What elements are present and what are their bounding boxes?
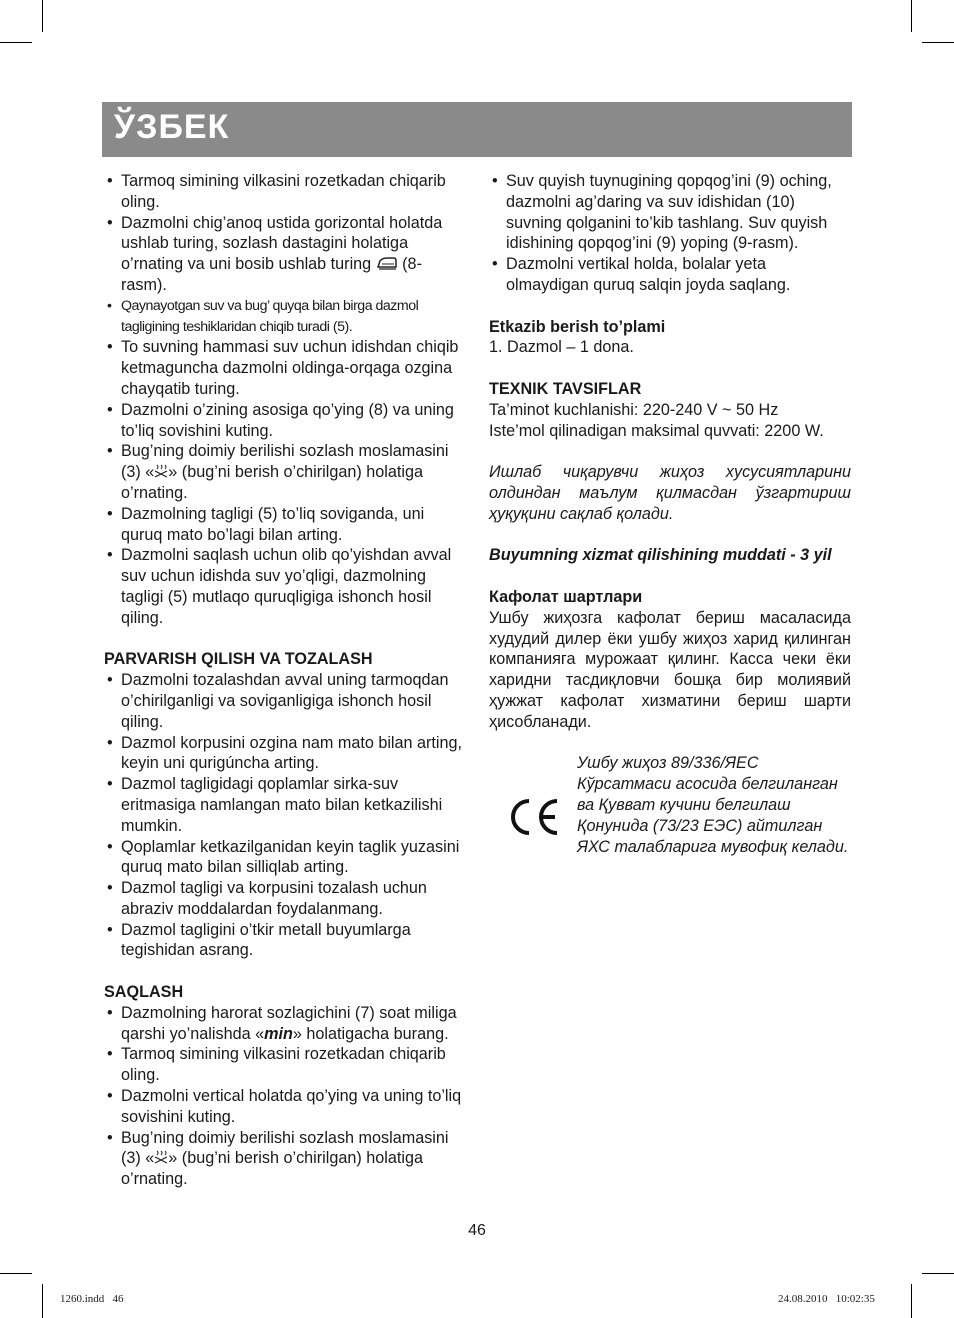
language-header-bar bbox=[102, 102, 852, 157]
crop-mark bbox=[911, 0, 912, 32]
list-item bbox=[104, 1128, 464, 1190]
crop-mark bbox=[0, 42, 32, 43]
section-heading-warranty: Кафолат шартлари bbox=[489, 587, 643, 606]
list-item: • Dazmol korpusini ozgina nam mato bilan arting, keyin uni qurigúncha arting. bbox=[104, 733, 464, 775]
list-item: • Dazmol tagligidagi qoplamlar sirka-suv eritmasiga namlangan mato bilan ketkazilishi mumkin. bbox=[104, 774, 464, 836]
list-item-text: » (bug’ni berish o’chirilgan) holatiga o’rnating. bbox=[121, 1149, 423, 1189]
page-number: 46 bbox=[468, 1222, 486, 1239]
ce-mark-icon bbox=[507, 797, 563, 837]
storage-list bbox=[104, 1003, 464, 1190]
list-item: • Dazmol tagligini o’tkir metall buyumlarga tegishidan asrang. bbox=[104, 920, 464, 962]
right-column bbox=[489, 171, 851, 883]
section-heading-tech: TEXNIK TAVSIFLAR bbox=[489, 379, 642, 398]
list-item: • Qaynayotgan suv va bug’ quyqa bilan birga dazmol tagligining teshiklaridan chiqib turadi (5). bbox=[104, 296, 464, 338]
steam-off-icon bbox=[154, 464, 168, 478]
warranty-text: Ушбу жиҳозга кафолат бериш масаласида худудий дилер ёки ушбу жиҳоз харид қилинган компанияга мурожаат қилинг. Касса чеки ёки харидни тасдиқловчи бошқа бир молиявий ҳужжат кафолат хизматини бериш шарти ҳисобланади. bbox=[489, 608, 851, 731]
list-item: • Tarmoq simining vilkasini rozetkadan chiqarib oling. bbox=[104, 171, 464, 213]
section-heading-storage: SAQLASH bbox=[104, 983, 184, 1002]
storage-continued-list bbox=[489, 171, 851, 296]
iron-steam-icon bbox=[376, 255, 398, 271]
footer-filename: 1260.indd 46 bbox=[60, 1293, 124, 1305]
section-heading-care: PARVARISH QILISH VA TOZALASH bbox=[104, 650, 373, 669]
list-item-text: Bug’ning doimiy berilishi sozlash moslamasini (3) « bbox=[121, 442, 449, 482]
list-item bbox=[104, 441, 464, 503]
instructions-list bbox=[104, 171, 464, 629]
service-life: Buyumning xizmat qilishining muddati - 3 yil bbox=[489, 546, 832, 565]
list-item-text: Dazmolni chig’anoq ustida gorizontal holatda ushlab turing, sozlash dastagini holatiga o’rnating va uni bosib ushlab turing bbox=[121, 213, 443, 274]
ce-compliance-block bbox=[489, 753, 851, 883]
svg-text:CE: CE bbox=[507, 797, 509, 799]
section-heading-delivery: Etkazib berish to’plami bbox=[489, 317, 666, 336]
crop-mark bbox=[922, 42, 954, 43]
crop-mark bbox=[42, 1284, 43, 1318]
list-item: • Dazmolni tozalashdan avval uning tarmoqdan o’chirilganligi va soviganligiga ishonch hosil qiling. bbox=[104, 670, 464, 732]
left-column bbox=[104, 171, 464, 1190]
tech-power: Iste’mol qilinadigan maksimal quvvati: 2200 W. bbox=[489, 421, 824, 440]
ce-compliance-text: Ушбу жиҳоз 89/336/ЯЕС Кўрсатмаси асосида белгиланган ва Қувват кучини белгилаш Қонунида (73/23 ЕЭС) айтилган ЯХС талабларига мувофиқ келади. bbox=[577, 754, 849, 856]
delivery-item: 1. Dazmol – 1 dona. bbox=[489, 338, 634, 357]
list-item: • Dazmolning tagligi (5) to’liq soviganda, uni quruq mato bo’lagi bilan arting. bbox=[104, 504, 464, 546]
tech-voltage: Ta’minot kuchlanishi: 220-240 V ~ 50 Hz bbox=[489, 400, 779, 419]
list-item-text: » holatigacha burang. bbox=[292, 1024, 449, 1043]
list-item: • Tarmoq simining vilkasini rozetkadan chiqarib oling. bbox=[104, 1044, 464, 1086]
list-item: • Dazmolni o’zining asosiga qo’ying (8) va uning to’liq sovishini kuting. bbox=[104, 400, 464, 442]
crop-mark bbox=[0, 1273, 32, 1274]
list-item: • Suv quyish tuynugining qopqog’ini (9) oching, dazmolni ag’daring va suv idishidan (10) suvning qolganini to’kib tashlang. Suv quyish idishining qopqog’ini (9) yoping (9-rasm). bbox=[489, 171, 851, 254]
list-item-text: » (bug’ni berish o’chirilgan) holatiga o’rnating. bbox=[121, 463, 423, 502]
crop-mark bbox=[42, 0, 43, 32]
care-list bbox=[104, 670, 464, 961]
list-item: • Qoplamlar ketkazilganidan keyin taglik yuzasini quruq mato bilan silliqlab arting. bbox=[104, 837, 464, 879]
crop-mark bbox=[922, 1273, 954, 1274]
list-item bbox=[104, 1003, 464, 1045]
steam-off-icon bbox=[154, 1150, 168, 1164]
list-item-text: Dazmolning harorat sozlagichini (7) soat miliga qarshi yo’nalishda « bbox=[121, 1003, 457, 1043]
list-item bbox=[104, 213, 464, 296]
footer-timestamp: 24.08.2010 10:02:35 bbox=[778, 1293, 875, 1305]
page-title: ЎЗБЕК bbox=[114, 108, 230, 146]
crop-mark bbox=[911, 1284, 912, 1318]
list-item: • Dazmolni vertical holatda qo’ying va uning to’liq sovishini kuting. bbox=[104, 1086, 464, 1128]
manufacturer-note: Ишлаб чиқарувчи жиҳоз хусусиятларини олдиндан маълум қилмасдан ўзгартириш ҳуқуқини сақлаб қолади. bbox=[489, 463, 851, 523]
list-item: • To suvning hammasi suv uchun idishdan chiqib ketmaguncha dazmolni oldinga-orqaga ozgina chayqatib turing. bbox=[104, 337, 464, 399]
list-item: • Dazmol tagligi va korpusini tozalash uchun abraziv moddalardan foydalanmang. bbox=[104, 878, 464, 920]
list-item: • Dazmolni saqlash uchun olib qo’yishdan avval suv uchun idishda suv yo’qligi, dazmolning tagligi (5) mutlaqo quruqligiga ishonch hosil qiling. bbox=[104, 545, 464, 628]
list-item-text: Bug’ning doimiy berilishi sozlash moslamasini (3) « bbox=[121, 1128, 449, 1168]
list-item-text: (8-rasm). bbox=[121, 255, 422, 294]
list-item: • Dazmolni vertikal holda, bolalar yeta olmaydigan quruq salqin joyda saqlang. bbox=[489, 254, 851, 296]
min-label: min bbox=[264, 1024, 293, 1043]
